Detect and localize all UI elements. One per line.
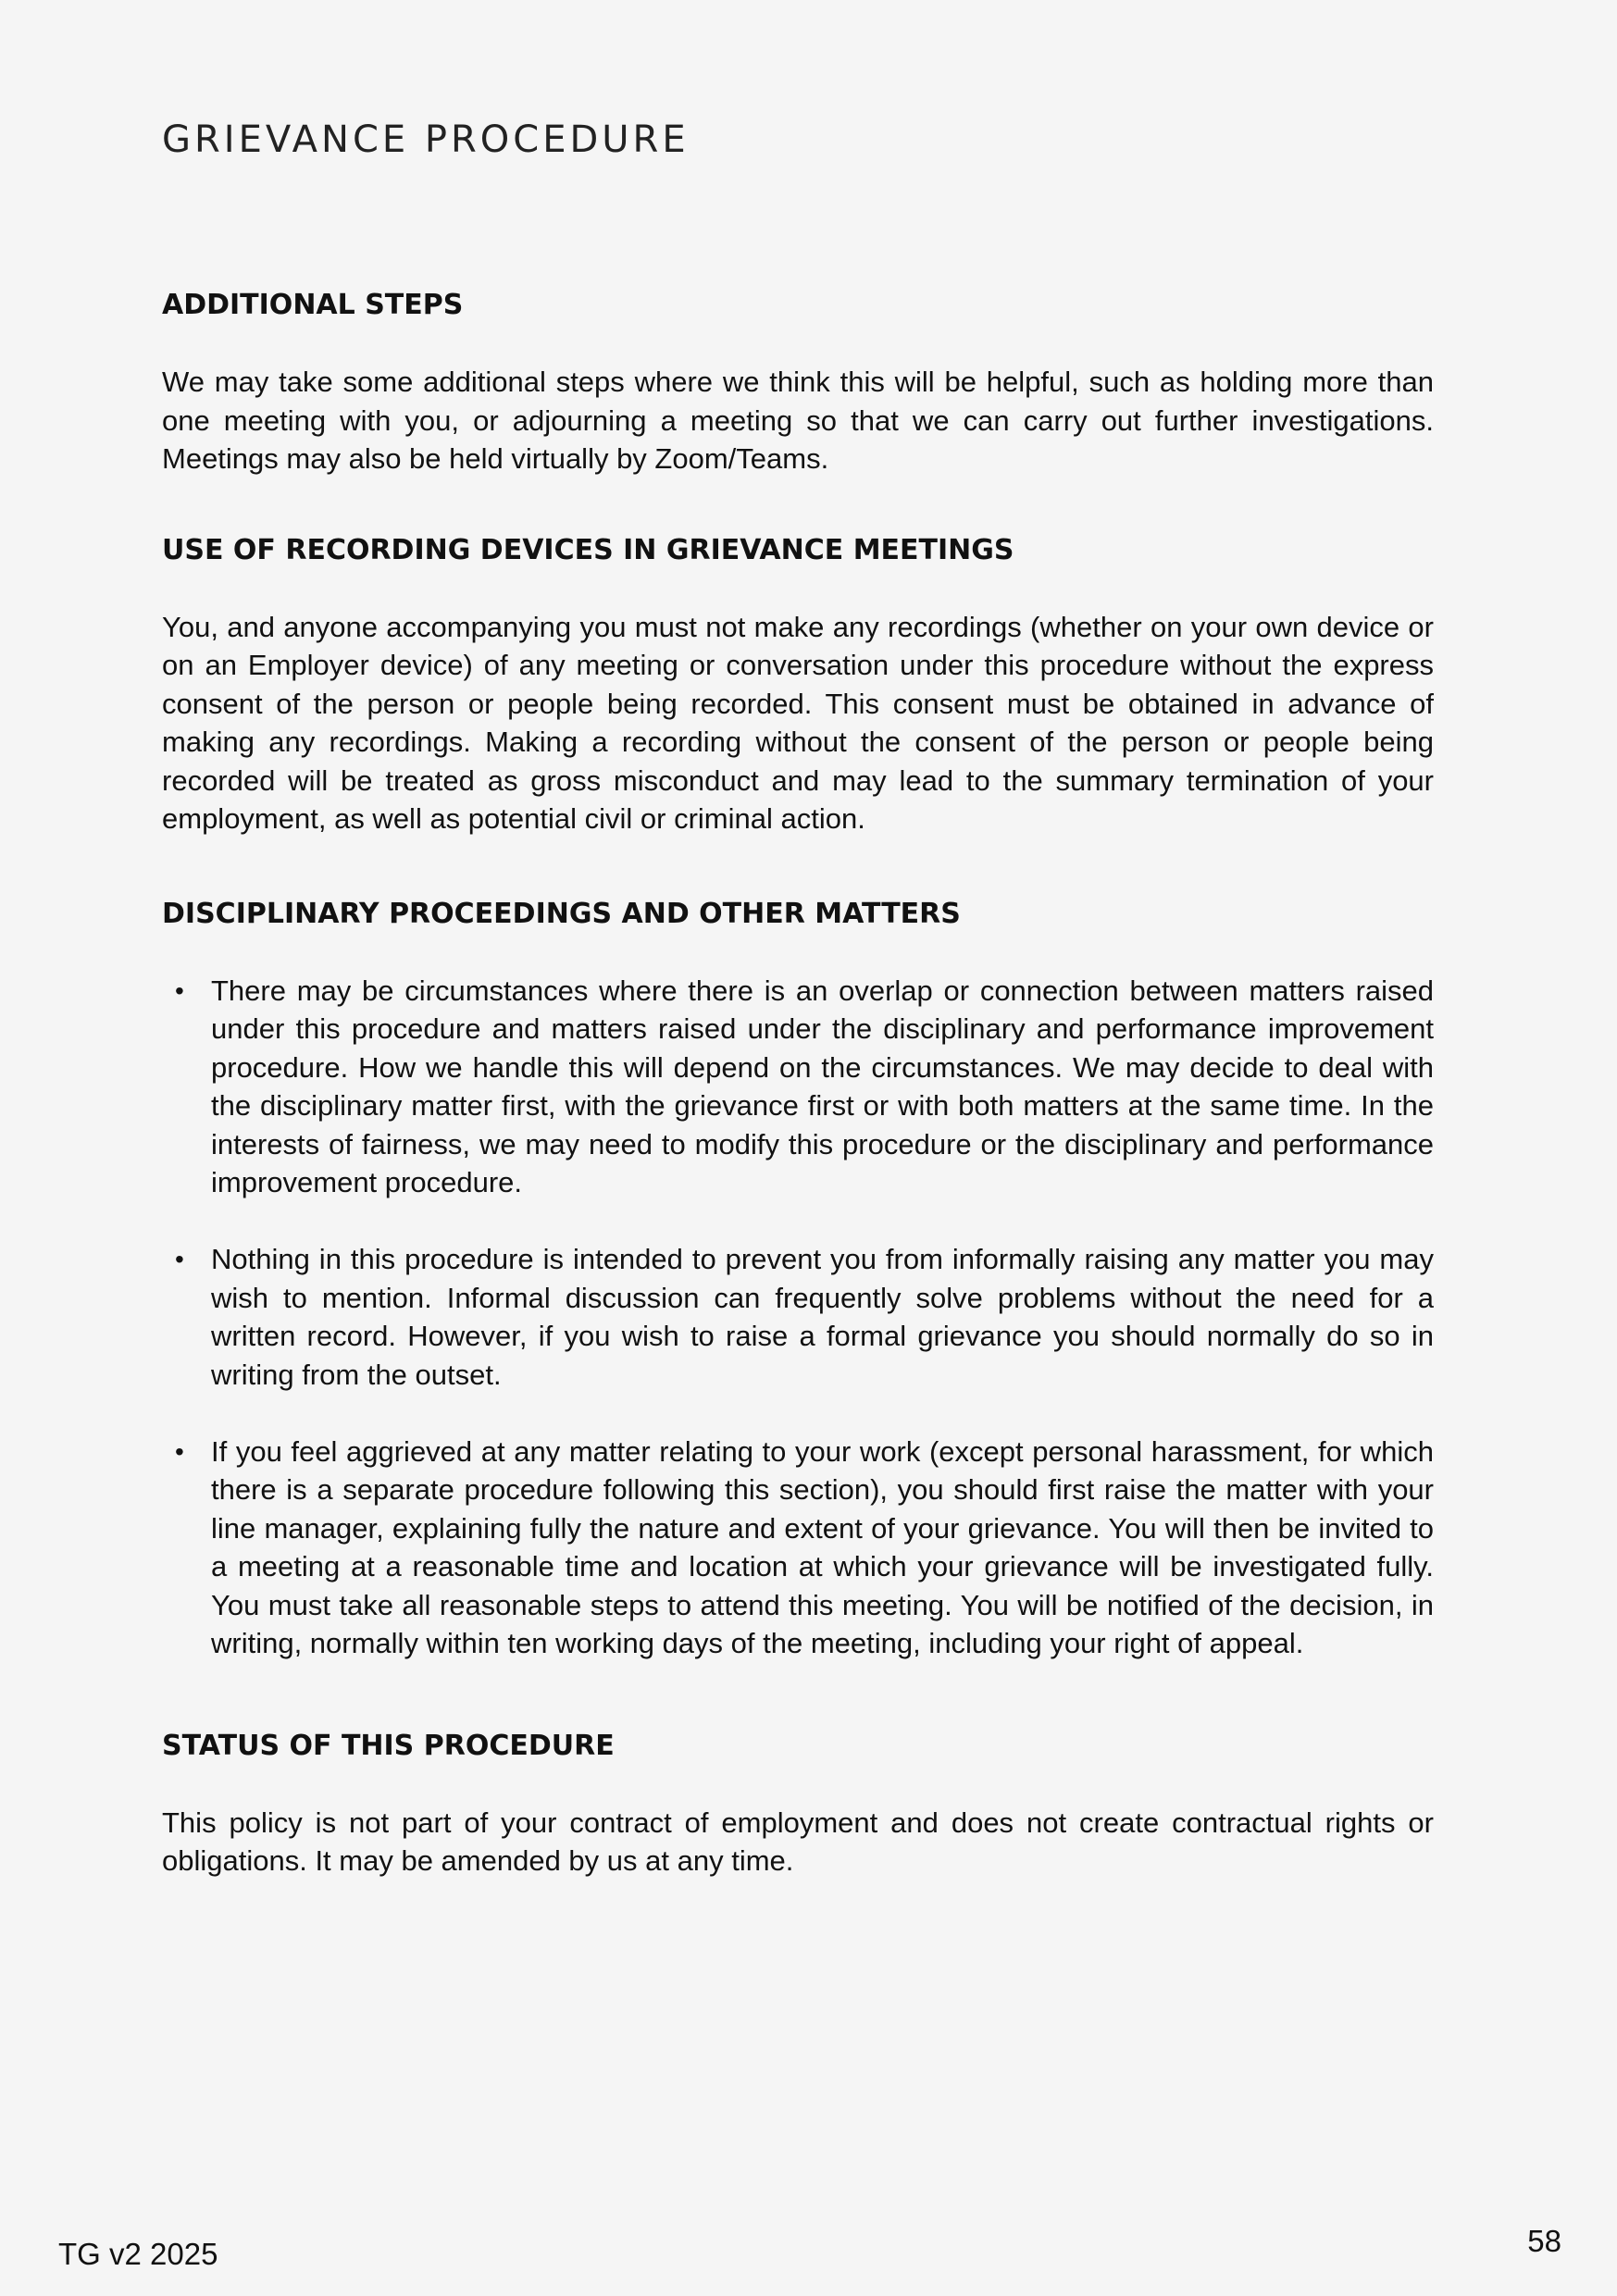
list-item-text: Nothing in this procedure is intended to prevent you from informally raising any matter you may wish to mention. Informal discussion can frequently solve problems without the need for a written record. However, if you wish to raise a formal grievance you should normally do so in writing from the outset. (211, 1243, 1434, 1391)
list-item (162, 972, 1434, 1202)
section-paragraph: This policy is not part of your contract of employment and does not create contractual rights or obligations. It may be amended by us at any time. (162, 1806, 1434, 1877)
bullet-icon: • (175, 975, 184, 1005)
bullet-icon: • (175, 1436, 184, 1466)
section-status (162, 1728, 1434, 1880)
section-paragraph: We may take some additional steps where we think this will be helpful, such as holding more than one meeting with you, or adjourning a meeting so that we can carry out further investigations. Meetings may also be held virtually by Zoom/Teams. (162, 366, 1434, 475)
list-item (162, 1240, 1434, 1394)
page-title: GRIEVANCE PROCEDURE (162, 118, 690, 161)
section-disciplinary-proceedings (162, 896, 1434, 1663)
list-item-text: There may be circumstances where there is an overlap or connection between matters raised under this procedure and matters raised under the disciplinary and performance improvement procedure. How we handle this will depend on the circumstances. We may decide to deal with the disciplinary matter first, with the grievance first or with both matters at the same time. In the interests of fairness, we may need to modify this procedure or the disciplinary and performance improvement procedure. (211, 974, 1434, 1198)
list-item-text: If you feel aggrieved at any matter relating to your work (except personal harassment, for which there is a separate procedure following this section), you should first raise the matter with your line manager, explaining fully the nature and extent of your grievance. You will then be invited to a meeting at a reasonable time and location at which your grievance will be investigated fully. You must take all reasonable steps to attend this meeting. You will be notified of the decision, in writing, normally within ten working days of the meeting, including your right of appeal. (211, 1434, 1434, 1659)
section-heading: USE OF RECORDING DEVICES IN GRIEVANCE MEETINGS (162, 533, 1014, 566)
section-recording-devices (162, 532, 1434, 838)
list-item (162, 1433, 1434, 1663)
document-content (162, 287, 1434, 1880)
bullet-list (162, 972, 1434, 1663)
footer-version: TG v2 2025 (58, 2237, 218, 2271)
section-additional-steps (162, 287, 1434, 478)
section-heading: DISCIPLINARY PROCEEDINGS AND OTHER MATTERS (162, 897, 961, 930)
section-heading: ADDITIONAL STEPS (162, 289, 464, 321)
section-paragraph: You, and anyone accompanying you must not make any recordings (whether on your own device or on an Employer device) of any meeting or conversation under this procedure without the express consent of the person or people being recorded. This consent must be obtained in advance of making any recordings. Making a recording without the consent of the person or people being recorded will be treated as gross misconduct and may lead to the summary termination of your employment, as well as potential civil or criminal action. (162, 610, 1434, 835)
section-heading: STATUS OF THIS PROCEDURE (162, 1729, 615, 1762)
bullet-icon: • (175, 1245, 184, 1273)
page-number: 58 (1527, 2224, 1561, 2258)
